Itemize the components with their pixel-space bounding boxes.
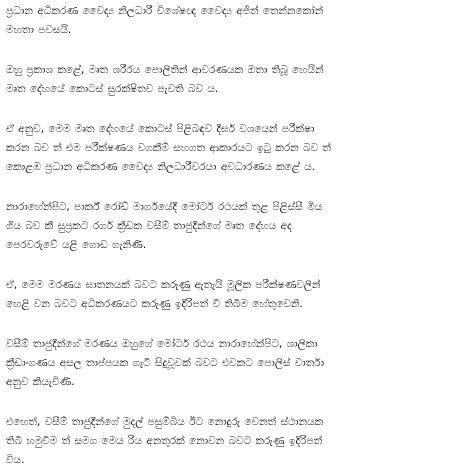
- text-line: ගිය බව කී සුප්‍රකට රගර් ක්‍රීඩක වසීම් තාජුදීන්ගේ මෘත දේහය අද: [6, 220, 292, 232]
- paragraph-3: [6, 120, 454, 177]
- text-line: එහෙත්, වසීම් තාජුදීන්ගේ මුදල් පසුම්බිය ඊට නොදුරු වෙනත් ස්ථානයක: [6, 416, 324, 428]
- text-line: හෙළි වන බවට අධිකරණයට කරුණු ඉදිරිපත් වී තිබීම හේතුවෙනි.: [6, 298, 303, 310]
- paragraph-7: [6, 413, 454, 470]
- text-line: ප්‍රධාන අධිකරණ වෛද්‍ය නිලධාරී විශේෂඥ වෛද්‍ය අජිත් තෙන්නකෝන්: [6, 5, 324, 17]
- text-line: ඔහු ප්‍රකාශ කළේ, මෘත ශරීරය පොලිතින් ආවරණයක ඔතා තිබූ හෙයින්: [6, 64, 324, 76]
- text-line: නාරාහේන්පිට, පාර්ක් රෝඩ් මාර්ගයේදී මෝටර් රථයක් තුළ පිළිස්සී මිය: [6, 201, 323, 213]
- paragraph-6: [6, 335, 454, 392]
- paragraph-1: [6, 2, 454, 40]
- text-line: කරන බව ත් එම පරීක්ෂණය වගකීම් සහගත ආකාරයට ඉටු කරන බව ත්: [6, 142, 331, 154]
- text-line: අනුව කියැවිණි.: [6, 376, 75, 388]
- paragraph-2: [6, 61, 454, 99]
- text-line: ඒ, මෙම මරණය ඝාතනයක් බවට කරුණු ඇතැයි මූලික පරීක්ෂණවලින්: [6, 279, 321, 291]
- text-line: මෘත දේහයේ කොටස් සුරක්ෂිතව පැවති බව ය.: [6, 83, 219, 95]
- paragraph-5: [6, 276, 454, 314]
- text-line: ඒ අනුව, මෙම මෘත දේහයේ කොටස් පිළිබඳව දීර්ඝ වශයෙන් පරීක්ෂා: [6, 123, 315, 135]
- text-line: වසීම් තාජුදීන්ගේ මරණය ඔහුගේ මෝටර් රථය නාරාහේන්පිට, ශාලිකා: [6, 338, 318, 350]
- text-line: කොළඹ ප්‍රධාන අධිකරණ වෛද්‍ය නිලධාරීවරයා අවධාරණය කළේ ය.: [6, 161, 316, 173]
- text-line: විය.: [6, 454, 25, 466]
- text-line: මහතා පවසයි.: [6, 24, 72, 36]
- text-line: තිබී හමුවීම ත් සමග මෙය රිය අනතුරක් නොවන බවට කරුණු ඉදිරිපත්: [6, 435, 323, 447]
- text-line: පෙරවරුවේ යළි ගොඩ ගැනිණි.: [6, 239, 147, 251]
- paragraph-4: [6, 198, 454, 255]
- text-line: ක්‍රීඩාංගණය අසල තාප්පයක ගැටී සිදුවූවක් බවට එවකට පොලිස් වාර්තා: [6, 357, 325, 369]
